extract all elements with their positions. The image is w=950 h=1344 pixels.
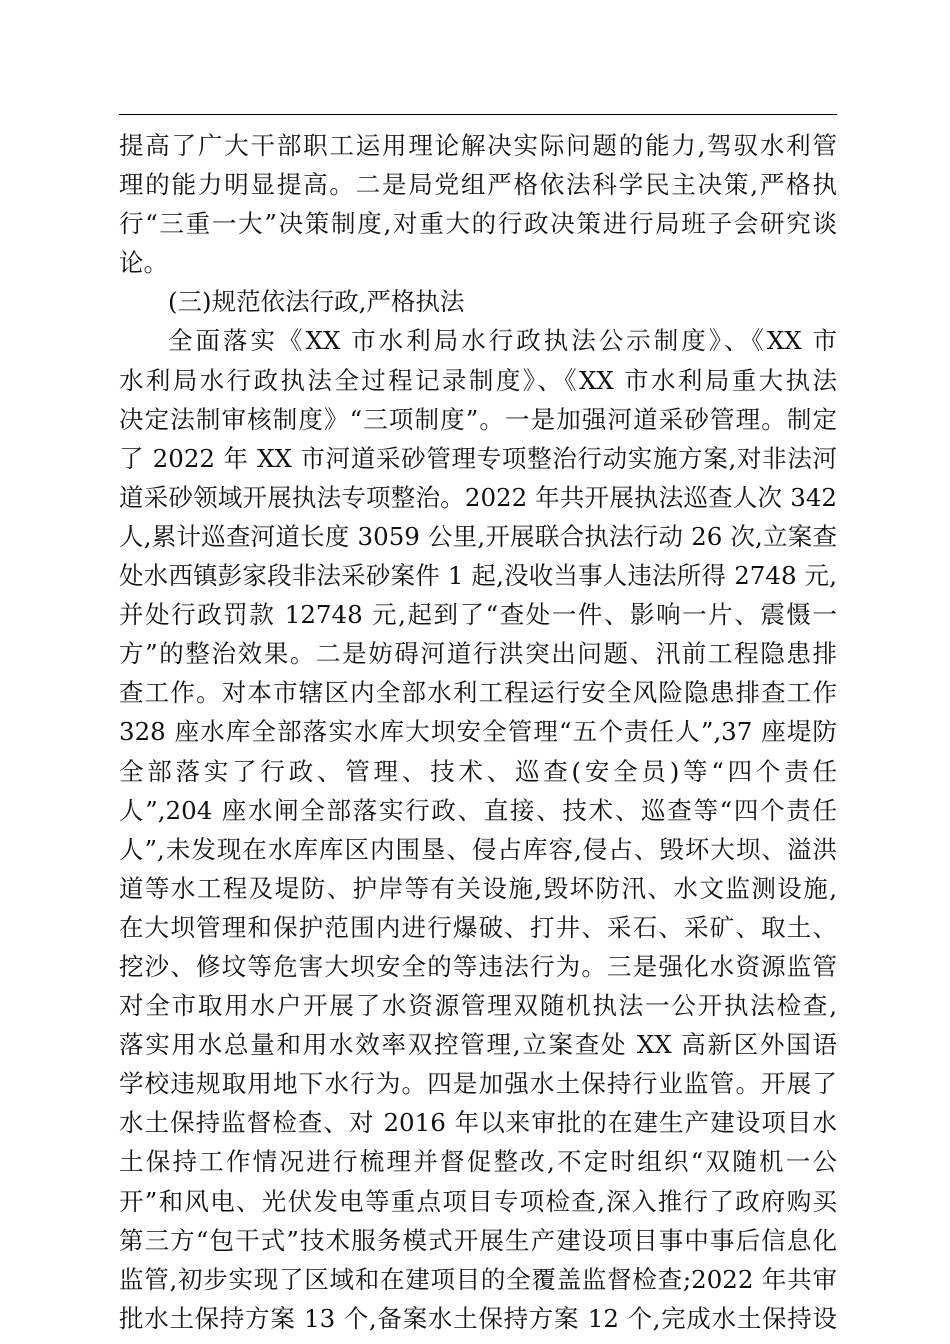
text-line: 道采砂领域开展执法专项整治。2022 年共开展执法巡查人次 342 [119, 482, 837, 512]
text-line: 批水土保持方案 13 个,备案水土保持方案 12 个,完成水土保持设 [119, 1303, 837, 1333]
text-line: 论。 [119, 248, 168, 278]
text-line: 土保持工作情况进行梳理并督促整改,不定时组织“双随机一公 [119, 1147, 837, 1177]
text-line: 水利局水行政执法全过程记录制度》、《XX 市水利局重大执法 [119, 365, 837, 395]
text-line: 行“三重一大”决策制度,对重大的行政决策进行局班子会研究谈 [119, 209, 837, 239]
text-line: 开”和风电、光伏发电等重点项目专项检查,深入推行了政府购买 [119, 1186, 837, 1216]
text-line: 提高了广大干部职工运用理论解决实际问题的能力,驾驭水利管 [119, 131, 837, 160]
text-line: 监管,初步实现了区域和在建项目的全覆盖监督检查;2022 年共审 [119, 1264, 837, 1294]
text-line: 328 座水库全部落实水库大坝安全管理“五个责任人”,37 座堤防 [119, 717, 837, 747]
text-line: 第三方“包干式”技术服务模式开展生产建设项目事中事后信息化 [119, 1225, 837, 1255]
text-line: 对全市取用水户开展了水资源管理双随机执法一公开执法检查, [119, 991, 837, 1021]
text-line: 理的能力明显提高。二是局党组严格依法科学民主决策,严格执 [119, 170, 837, 200]
text-line: 落实用水总量和用水效率双控管理,立案查处 XX 高新区外国语 [119, 1030, 837, 1060]
header-rule [119, 114, 837, 115]
text-line: 决定法制审核制度》“三项制度”。一是加强河道采砂管理。制定 [119, 404, 837, 434]
text-line: 了 2022 年 XX 市河道采砂管理专项整治行动实施方案,对非法河 [119, 443, 837, 473]
text-line: 水土保持监督检查、对 2016 年以来审批的在建生产建设项目水 [119, 1108, 837, 1138]
body-text [119, 126, 837, 1338]
text-line: 挖沙、修坟等危害大坝安全的等违法行为。三是强化水资源监管 [119, 951, 837, 981]
text-line: 方”的整治效果。二是妨碍河道行洪突出问题、汛前工程隐患排 [119, 639, 837, 669]
text-line: 道等水工程及堤防、护岸等有关设施,毁坏防汛、水文监测设施, [119, 873, 837, 903]
text-line: 人”,未发现在水库库区内围垦、侵占库容,侵占、毁坏大坝、溢洪 [119, 834, 837, 864]
text-line: 处水西镇彭家段非法采砂案件 1 起,没收当事人违法所得 2748 元, [119, 561, 837, 591]
text-line: 学校违规取用地下水行为。四是加强水土保持行业监管。开展了 [119, 1069, 837, 1099]
text-line: 人,累计巡查河道长度 3059 公里,开展联合执法行动 26 次,立案查 [119, 521, 837, 551]
text-line: 人”,204 座水闸全部落实行政、直接、技术、巡查等“四个责任 [119, 795, 837, 825]
text-line: 并处行政罚款 12748 元,起到了“查处一件、影响一片、震慑一 [119, 600, 837, 630]
text-line: 全部落实了行政、管理、技术、巡查(安全员)等“四个责任 [119, 756, 837, 786]
text-line: 在大坝管理和保护范围内进行爆破、打井、采石、采矿、取土、 [119, 912, 837, 942]
text-line: 查工作。对本市辖区内全部水利工程运行安全风险隐患排查工作 [119, 678, 837, 708]
section-heading: (三)规范依法行政,严格执法 [168, 287, 465, 317]
text-line: 全面落实《XX 市水利局水行政执法公示制度》、《XX 市 [168, 326, 837, 356]
